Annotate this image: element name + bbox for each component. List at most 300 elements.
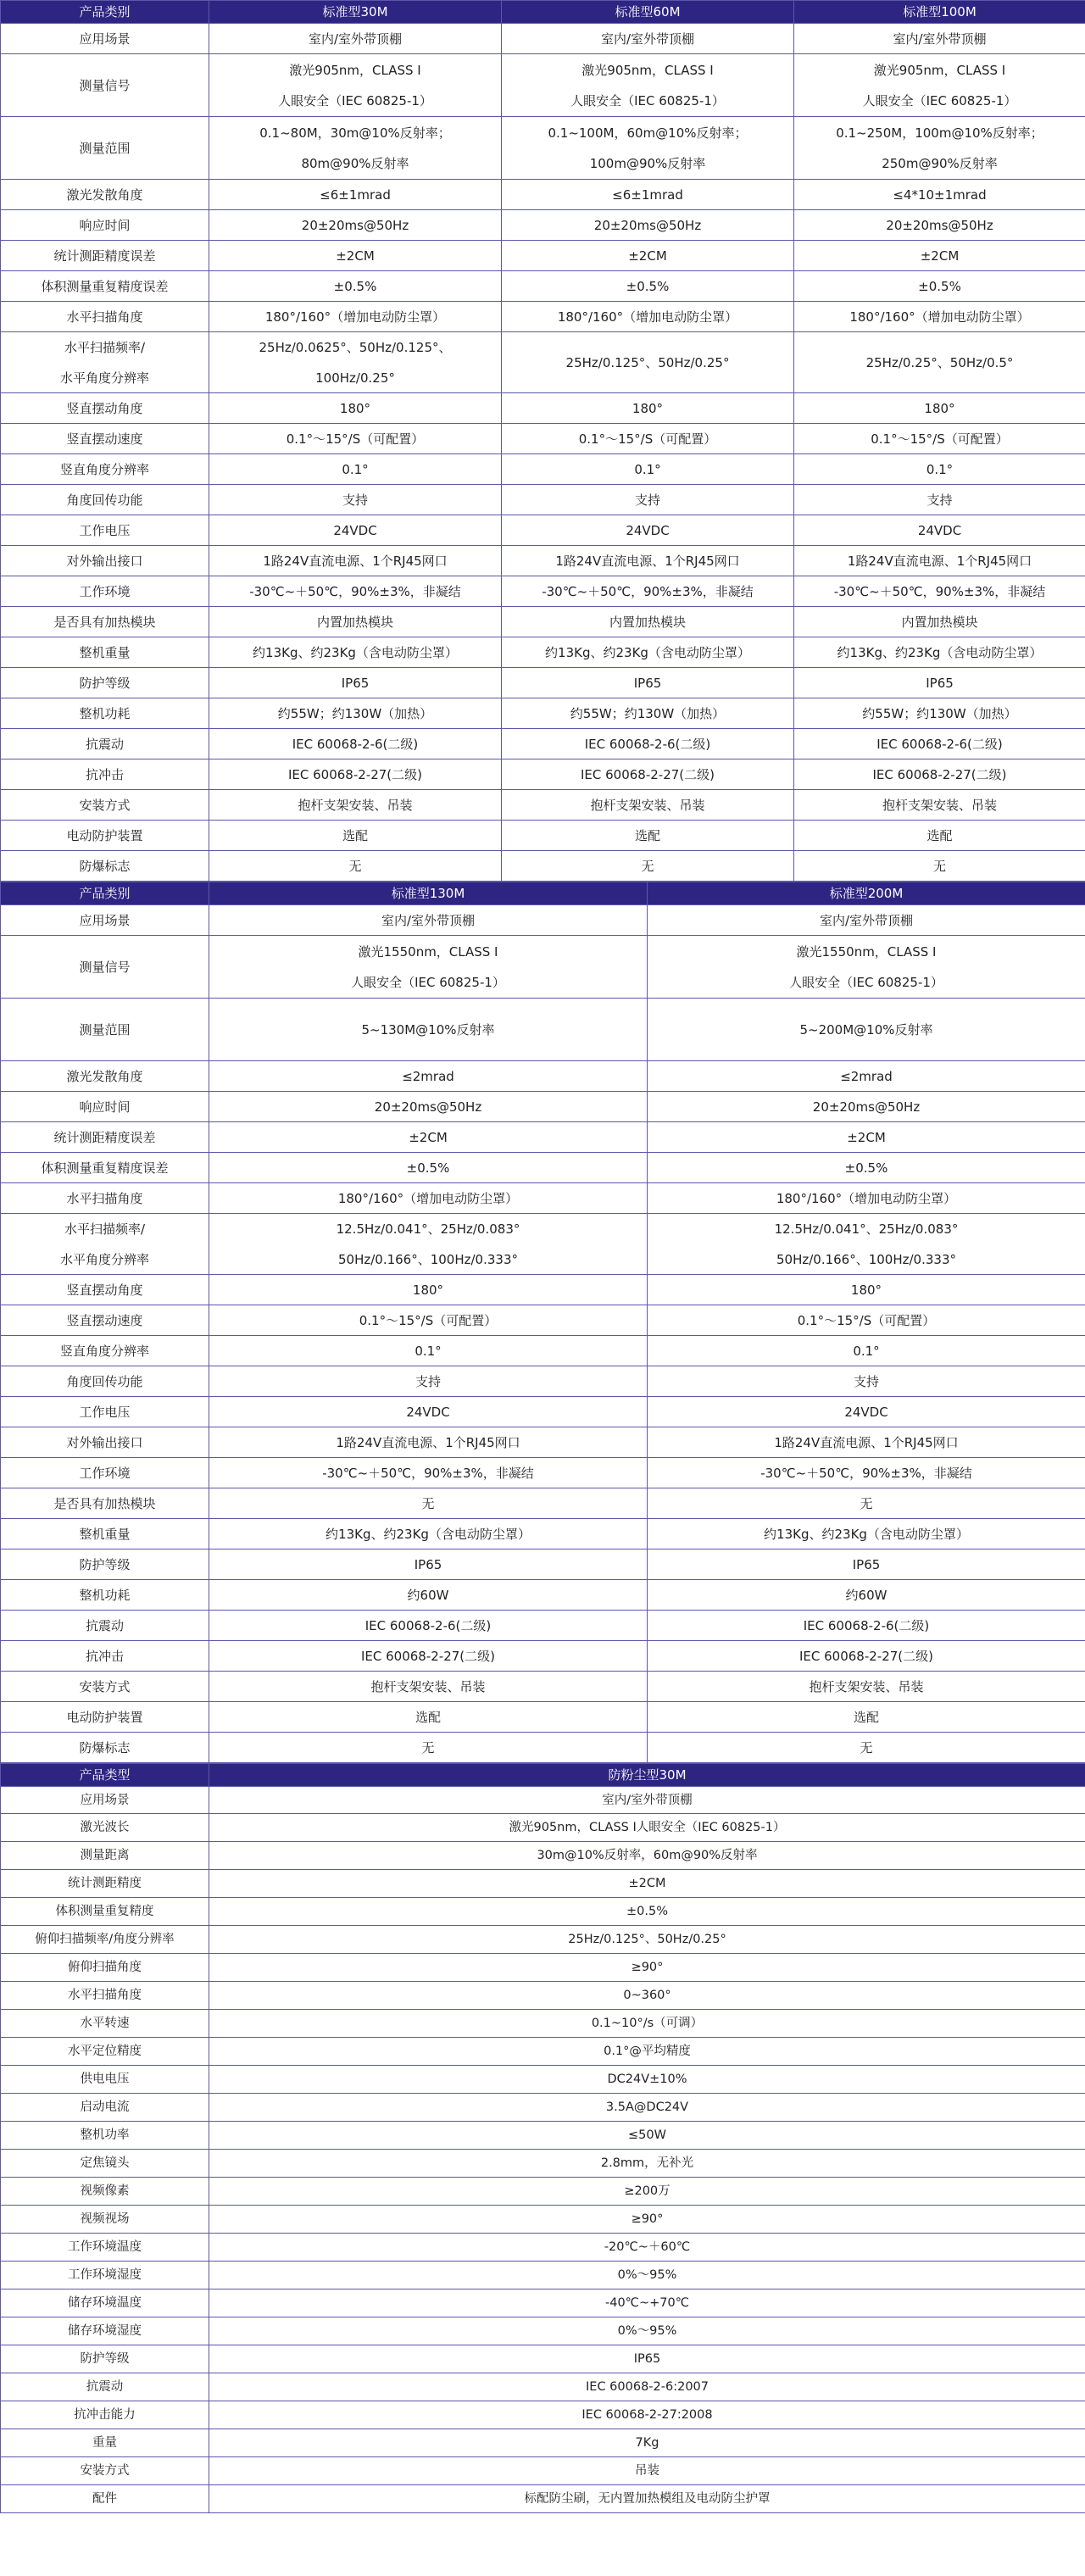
spec-value	[209, 607, 502, 637]
row-label	[1, 2262, 209, 2289]
row-label-text: 安装方式	[80, 2464, 130, 2478]
row-label	[1, 1427, 209, 1458]
spec-value-text: 180°	[339, 400, 371, 416]
spec-value-text: -20℃~＋60℃	[604, 2240, 691, 2254]
spec-value-text: 20±20ms@50Hz	[812, 1099, 921, 1115]
spec-value-text: DC24V±10%	[607, 2072, 687, 2086]
spec-value-text: 支持	[853, 1373, 879, 1389]
spec-value-text: ≤6±1mrad	[320, 186, 391, 203]
spec-value	[209, 1641, 648, 1672]
spec-value	[209, 1733, 648, 1763]
spec-table-standard-130-200	[0, 882, 1085, 1763]
spec-value	[209, 1214, 648, 1275]
spec-value	[502, 851, 794, 882]
spec-value	[209, 1926, 1085, 1954]
table-row	[1, 698, 1085, 729]
row-label-text: 工作环境	[79, 583, 131, 599]
row-label	[1, 759, 209, 790]
row-label	[1, 1305, 209, 1336]
spec-value-text: 25Hz/0.125°、50Hz/0.25°	[568, 1933, 726, 1946]
spec-value	[648, 999, 1085, 1061]
row-label-text: 水平扫描角度	[66, 309, 143, 325]
row-label	[1, 24, 209, 54]
row-label	[1, 1549, 209, 1580]
row-label	[1, 1580, 209, 1611]
spec-table-dustproof-30	[0, 1763, 1085, 2513]
table-row	[1, 2234, 1085, 2262]
row-label-text: 水平扫描频率/	[64, 339, 146, 355]
row-label	[1, 2234, 209, 2262]
spec-value-text: 12.5Hz/0.041°、25Hz/0.083°	[336, 1221, 520, 1237]
row-label-text: 防爆标志	[79, 1739, 131, 1755]
spec-value	[502, 54, 794, 117]
spec-value-text: 无	[932, 858, 946, 874]
row-label-text: 启动电流	[80, 2100, 130, 2114]
spec-value	[209, 1580, 648, 1611]
row-label	[1, 1336, 209, 1366]
row-label-text: 角度回传功能	[66, 492, 143, 508]
spec-value	[209, 1488, 648, 1519]
spec-value-text: 室内/室外带顶棚	[602, 1793, 693, 1807]
row-label-text: 水平扫描角度	[66, 1190, 143, 1206]
table-row	[1, 1842, 1085, 1870]
table-row	[1, 2485, 1085, 2513]
row-label-text: 体积测量重复精度误差	[41, 278, 169, 294]
spec-value-text: 50Hz/0.166°、100Hz/0.333°	[776, 1251, 956, 1267]
spec-value-text: ±2CM	[336, 248, 375, 264]
spec-value-text: 室内/室外带顶棚	[893, 31, 987, 47]
spec-value	[209, 2010, 1085, 2038]
row-label-text: 是否具有加热模块	[53, 1495, 156, 1511]
row-label	[1, 668, 209, 698]
row-label-text: 竖直摆动角度	[66, 1282, 143, 1298]
spec-value	[794, 393, 1085, 424]
spec-value	[502, 515, 794, 546]
spec-value-text: ≤2mrad	[840, 1068, 893, 1084]
spec-value-text: 人眼安全（IEC 60825-1）	[278, 92, 432, 108]
row-label-text: 抗震动	[85, 1617, 124, 1633]
table-row	[1, 2066, 1085, 2094]
spec-value	[209, 2429, 1085, 2457]
spec-value	[209, 698, 502, 729]
spec-value-text: 24VDC	[626, 522, 670, 538]
table-row	[1, 1519, 1085, 1549]
row-label	[1, 1733, 209, 1763]
spec-value-text: 1路24V直流电源、1个RJ45网口	[774, 1434, 959, 1450]
row-label-text: 对外输出接口	[66, 1434, 143, 1450]
table-row	[1, 393, 1085, 424]
table-row	[1, 2345, 1085, 2373]
spec-value	[794, 271, 1085, 302]
spec-value-text: 0.1°～15°/S（可配置）	[578, 431, 717, 447]
spec-value	[648, 1641, 1085, 1672]
spec-value	[209, 1275, 648, 1305]
spec-value	[209, 2122, 1085, 2150]
table-row	[1, 2289, 1085, 2317]
spec-value	[209, 2178, 1085, 2206]
spec-value-text: ≤50W	[628, 2128, 666, 2142]
row-label-text: 响应时间	[79, 217, 131, 233]
row-label-text: 应用场景	[80, 1793, 130, 1807]
row-label-text: 供电电压	[80, 2072, 130, 2086]
spec-value	[209, 1305, 648, 1336]
spec-value	[209, 759, 502, 790]
table-row	[1, 180, 1085, 210]
table-row	[1, 1954, 1085, 1982]
row-label	[1, 2289, 209, 2317]
row-label-text: 统计测距精度误差	[53, 248, 156, 264]
row-label-text: 俯仰扫描角度	[68, 1961, 142, 1974]
spec-value-text: 约60W	[845, 1587, 887, 1603]
row-label	[1, 1611, 209, 1641]
row-label-text: 工作环境温度	[68, 2240, 142, 2254]
spec-value	[209, 24, 502, 54]
spec-value	[209, 1183, 648, 1214]
spec-value	[502, 424, 794, 454]
spec-value-text: 12.5Hz/0.041°、25Hz/0.083°	[774, 1221, 959, 1237]
row-label	[1, 2010, 209, 2038]
table-row	[1, 1275, 1085, 1305]
spec-value	[209, 454, 502, 485]
row-label-text: 统计测距精度误差	[53, 1129, 156, 1145]
table-row	[1, 1183, 1085, 1214]
spec-value	[794, 851, 1085, 882]
spec-value-text: -40℃~+70℃	[604, 2296, 689, 2310]
spec-value-text: 抱杆支架安装、吊装	[590, 797, 705, 813]
row-label	[1, 851, 209, 882]
header-model-name: 防粉尘型30M	[209, 1764, 1085, 1787]
spec-value-text: ≤2mrad	[402, 1068, 454, 1084]
spec-value-text: 0.1°～15°/S（可配置）	[797, 1312, 936, 1328]
row-label-text: 水平转速	[80, 2017, 130, 2030]
row-label	[1, 1898, 209, 1926]
spec-value-text: 180°/160°（增加电动防尘罩）	[264, 309, 446, 325]
spec-value-text: IEC 60068-2-6(二级)	[292, 736, 419, 752]
spec-value	[648, 1183, 1085, 1214]
spec-value-text: 约13Kg、约23Kg（含电动防尘罩）	[253, 644, 458, 660]
spec-value-text: 2.8mm，无补光	[600, 2156, 694, 2170]
spec-value	[794, 759, 1085, 790]
spec-value-text: 250m@90%反射率	[882, 155, 998, 171]
header-category-label: 产品类别	[1, 1, 209, 24]
table-row	[1, 2401, 1085, 2429]
table-row	[1, 2373, 1085, 2401]
table-row	[1, 2094, 1085, 2122]
spec-value-text: 20±20ms@50Hz	[301, 217, 409, 233]
spec-value	[648, 936, 1085, 999]
spec-value	[209, 302, 502, 332]
row-label-text: 测量信号	[79, 959, 131, 975]
spec-value	[794, 668, 1085, 698]
spec-value	[794, 24, 1085, 54]
spec-value-text: 人眼安全（IEC 60825-1）	[862, 92, 1017, 108]
spec-value-text: 180°/160°（增加电动防尘罩）	[557, 309, 738, 325]
spec-value	[502, 271, 794, 302]
spec-value	[794, 424, 1085, 454]
row-label-text: 抗冲击能力	[74, 2408, 136, 2422]
spec-value-text: 100Hz/0.25°	[315, 370, 395, 386]
spec-value	[502, 117, 794, 180]
spec-value	[209, 1061, 648, 1092]
spec-value	[794, 117, 1085, 180]
table-row	[1, 668, 1085, 698]
row-label-text: 竖直摆动角度	[66, 400, 143, 416]
table-row	[1, 2150, 1085, 2178]
spec-value	[794, 302, 1085, 332]
table-row	[1, 2262, 1085, 2289]
spec-value-text: 0.1°～15°/S（可配置）	[359, 1312, 498, 1328]
row-label	[1, 637, 209, 668]
table-row	[1, 1870, 1085, 1898]
spec-value	[209, 999, 648, 1061]
spec-value-text: IP65	[414, 1556, 442, 1572]
table-row	[1, 637, 1085, 668]
spec-value-text: 180°	[632, 400, 664, 416]
spec-value-text: 室内/室外带顶棚	[308, 31, 403, 47]
row-label-text: 视频像素	[80, 2184, 130, 2198]
table-row	[1, 1926, 1085, 1954]
spec-value-text: 激光1550nm，CLASS I	[358, 943, 498, 960]
row-label	[1, 241, 209, 271]
spec-value	[794, 515, 1085, 546]
table-row	[1, 1488, 1085, 1519]
row-label-text: 工作电压	[79, 522, 131, 538]
table-row	[1, 790, 1085, 821]
spec-value	[502, 302, 794, 332]
spec-value-text: 无	[348, 858, 362, 874]
spec-value-text: 0.1°	[342, 461, 369, 477]
spec-value	[209, 2206, 1085, 2234]
row-label-text: 激光发散角度	[66, 186, 143, 203]
row-label	[1, 698, 209, 729]
row-label	[1, 515, 209, 546]
spec-value-text: ±0.5%	[918, 278, 961, 294]
spec-value-text: IEC 60068-2-6(二级)	[584, 736, 711, 752]
row-label	[1, 1458, 209, 1488]
row-label	[1, 2457, 209, 2485]
spec-value-text: 无	[421, 1739, 435, 1755]
spec-value	[209, 668, 502, 698]
spec-value-text: 24VDC	[844, 1404, 888, 1420]
spec-value-text: 1路24V直流电源、1个RJ45网口	[336, 1434, 520, 1450]
spec-value	[209, 485, 502, 515]
spec-value	[209, 424, 502, 454]
spec-value	[648, 1366, 1085, 1397]
row-label	[1, 1814, 209, 1842]
spec-value	[502, 241, 794, 271]
spec-value	[502, 393, 794, 424]
row-label-text: 安装方式	[79, 797, 131, 813]
spec-value-text: ≥90°	[631, 2212, 664, 2226]
row-label-text: 整机功耗	[79, 1587, 131, 1603]
spec-value	[209, 1982, 1085, 2010]
table-row	[1, 2178, 1085, 2206]
header-model-name: 标准型130M	[209, 882, 648, 905]
spec-value-text: 激光905nm，CLASS I人眼安全（IEC 60825-1）	[509, 1821, 786, 1834]
spec-value-text: IEC 60068-2-27(二级)	[287, 766, 423, 782]
spec-value-text: 0.1°	[853, 1343, 880, 1359]
spec-value-text: 20±20ms@50Hz	[593, 217, 702, 233]
spec-value	[209, 2150, 1085, 2178]
row-label	[1, 1488, 209, 1519]
row-label	[1, 999, 209, 1061]
spec-value	[209, 2373, 1085, 2401]
table-row	[1, 515, 1085, 546]
row-label-text: 水平定位精度	[68, 2045, 142, 2058]
spec-value	[502, 210, 794, 241]
header-model-name: 标准型100M	[794, 1, 1085, 24]
spec-value	[209, 332, 502, 393]
spec-value	[648, 1458, 1085, 1488]
row-label-text: 竖直角度分辨率	[59, 1343, 149, 1359]
spec-value-text: IEC 60068-2-27(二级)	[798, 1648, 934, 1664]
spec-value	[209, 1672, 648, 1702]
spec-value-text: 180°	[850, 1282, 882, 1298]
spec-value-text: 室内/室外带顶棚	[819, 912, 914, 928]
row-label	[1, 2122, 209, 2150]
spec-value-text: 1路24V直流电源、1个RJ45网口	[555, 553, 740, 569]
spec-value-text: 0.1~250M，100m@10%反射率；	[836, 125, 1043, 141]
row-label-text: 电动防护装置	[66, 827, 143, 843]
row-label	[1, 2178, 209, 2206]
table-row	[1, 1336, 1085, 1366]
spec-value	[209, 2066, 1085, 2094]
row-label	[1, 2373, 209, 2401]
table-row	[1, 1122, 1085, 1153]
spec-value-text: 24VDC	[406, 1404, 450, 1420]
spec-value	[648, 1427, 1085, 1458]
spec-value-text: 吊装	[635, 2464, 659, 2478]
row-label-text: 工作电压	[79, 1404, 131, 1420]
spec-value-text: 0%～95%	[617, 2268, 677, 2282]
spec-value-text: 7Kg	[635, 2436, 659, 2450]
spec-value	[648, 1549, 1085, 1580]
spec-value-text: IEC 60068-2-27:2008	[581, 2408, 713, 2422]
spec-value-text: 选配	[853, 1709, 879, 1725]
spec-value-text: 50Hz/0.166°、100Hz/0.333°	[337, 1251, 518, 1267]
row-label	[1, 1672, 209, 1702]
spec-value-text: -30℃~＋50℃，90%±3%，非凝结	[542, 583, 754, 599]
spec-value-text: ≤6±1mrad	[612, 186, 683, 203]
spec-value	[794, 607, 1085, 637]
header-category-label: 产品类型	[1, 1764, 209, 1787]
spec-value-text: 标配防尘刷，无内置加热模组及电动防尘护罩	[524, 2492, 771, 2506]
spec-value	[209, 2234, 1085, 2262]
spec-value	[209, 1092, 648, 1122]
spec-value	[648, 1122, 1085, 1153]
spec-table-standard-30-60-100	[0, 0, 1085, 882]
spec-value	[209, 210, 502, 241]
spec-value	[209, 1153, 648, 1183]
row-label	[1, 424, 209, 454]
spec-value	[648, 1153, 1085, 1183]
spec-value-text: 约55W；约130W（加热）	[277, 705, 433, 721]
spec-value	[648, 1397, 1085, 1427]
row-label-text: 统计测距精度	[68, 1877, 142, 1890]
spec-value	[502, 637, 794, 668]
spec-value-text: 20±20ms@50Hz	[374, 1099, 482, 1115]
row-label	[1, 1702, 209, 1733]
spec-value	[502, 454, 794, 485]
table-row	[1, 2429, 1085, 2457]
table-row	[1, 1092, 1085, 1122]
row-label	[1, 2094, 209, 2122]
row-label-text: 重量	[92, 2436, 117, 2450]
row-label-text: 激光发散角度	[66, 1068, 143, 1084]
spec-value	[794, 698, 1085, 729]
table-row	[1, 1672, 1085, 1702]
row-label-text: 整机功率	[80, 2128, 130, 2142]
row-label-text: 抗震动	[86, 2380, 124, 2394]
spec-value	[648, 1733, 1085, 1763]
row-label	[1, 1061, 209, 1092]
row-label-text: 定焦镜头	[80, 2156, 130, 2170]
spec-value	[502, 576, 794, 607]
table-row	[1, 24, 1085, 54]
table-row	[1, 2317, 1085, 2345]
row-label	[1, 1641, 209, 1672]
row-label	[1, 1183, 209, 1214]
row-label-text: 竖直角度分辨率	[59, 461, 149, 477]
table-row	[1, 1549, 1085, 1580]
table-row	[1, 546, 1085, 576]
spec-value-text: ±2CM	[847, 1129, 886, 1145]
table-row	[1, 729, 1085, 759]
row-label	[1, 821, 209, 851]
spec-value	[794, 546, 1085, 576]
spec-value-text: 激光905nm，CLASS I	[581, 62, 714, 78]
spec-value-text: 5~200M@10%反射率	[799, 1021, 933, 1038]
spec-value	[209, 2289, 1085, 2317]
spec-value-text: 24VDC	[917, 522, 962, 538]
row-label-text: 整机重量	[79, 644, 131, 660]
row-label-text: 视频视场	[80, 2212, 130, 2226]
spec-value-text: 0.1°	[634, 461, 661, 477]
row-label	[1, 302, 209, 332]
row-label	[1, 454, 209, 485]
spec-value	[209, 2457, 1085, 2485]
spec-value	[209, 1549, 648, 1580]
row-label	[1, 1787, 209, 1814]
table-row	[1, 1814, 1085, 1842]
spec-value	[648, 1702, 1085, 1733]
table-row	[1, 271, 1085, 302]
spec-value-text: 支持	[926, 492, 953, 508]
spec-value	[648, 1214, 1085, 1275]
spec-value-text: 0%～95%	[617, 2324, 677, 2338]
spec-value	[648, 1611, 1085, 1641]
spec-value	[502, 24, 794, 54]
spec-value	[648, 905, 1085, 936]
row-label	[1, 54, 209, 117]
row-label-text: 抗冲击	[85, 766, 124, 782]
row-label	[1, 790, 209, 821]
spec-value-text: 室内/室外带顶棚	[600, 31, 695, 47]
row-label	[1, 1982, 209, 2010]
spec-value	[502, 607, 794, 637]
spec-value	[209, 1814, 1085, 1842]
row-label	[1, 936, 209, 999]
spec-value-text: 激光905nm，CLASS I	[289, 62, 421, 78]
spec-value-text: ±0.5%	[333, 278, 377, 294]
spec-value-text: IP65	[926, 675, 954, 691]
row-label	[1, 180, 209, 210]
spec-value-text: ≤4*10±1mrad	[893, 186, 987, 203]
spec-value	[209, 1870, 1085, 1898]
spec-value	[209, 1366, 648, 1397]
spec-value	[209, 117, 502, 180]
spec-value	[502, 759, 794, 790]
